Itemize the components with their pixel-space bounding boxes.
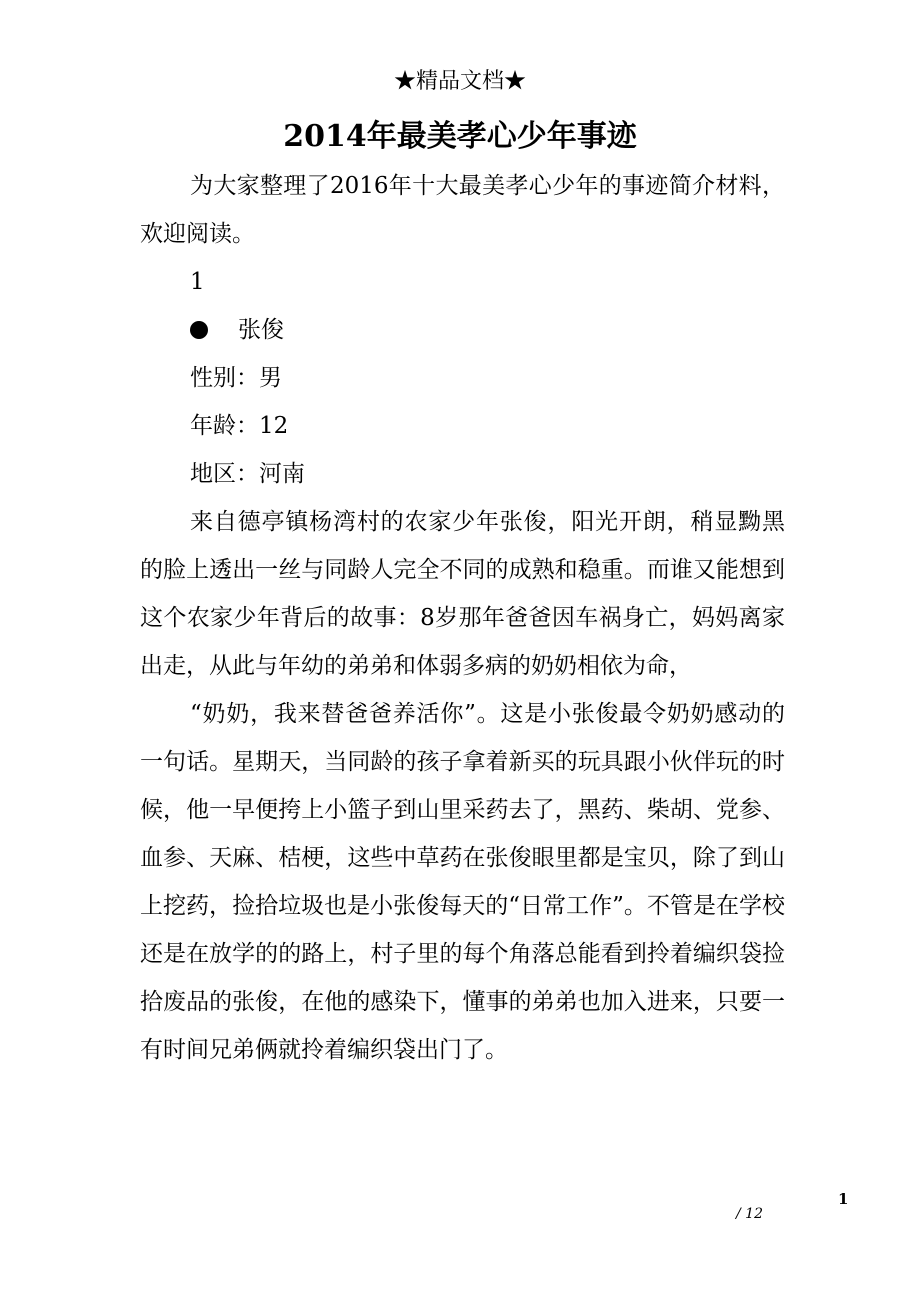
person-heading [140, 306, 785, 354]
page-total: / 12 [736, 1206, 763, 1222]
item-number: 1 [190, 269, 205, 295]
document-header: ★精品文档★ [393, 69, 526, 94]
document-title: 2014年最美孝心少年事迹 [283, 119, 637, 154]
region-line: 地区：河南 [190, 461, 305, 487]
document-body [140, 162, 785, 1074]
person-name: 张俊 [238, 317, 284, 343]
story-paragraph-2: “奶奶，我来替爸爸养活你”。这是小张俊最令奶奶感动的一句话。星期天，当同龄的孩子拿着新买的玩具跟小伙伴玩的时候，他一早便挎上小篮子到山里采药去了，黑药、柴胡、党参、血参、天麻、桔梗，这些中草药在张俊眼里都是宝贝，除了到山上挖药，捡拾垃圾也是小张俊每天的“日常工作”。不管是在学校还是在放学的的路上，村子里的每个角落总能看到拎着编织袋捡拾废品的张俊，在他的感染下，懂事的弟弟也加入进来，只要一有时间兄弟俩就拎着编织袋出门了。 [140, 701, 785, 1063]
age-line: 年龄：12 [190, 413, 289, 439]
intro-paragraph: 为大家整理了2016年十大最美孝心少年的事迹简介材料，欢迎阅读。 [140, 173, 785, 247]
page-number: 1 [838, 1190, 849, 1208]
bullet-icon [190, 321, 208, 339]
story-paragraph-1: 来自德亭镇杨湾村的农家少年张俊，阳光开朗，稍显黝黑的脸上透出一丝与同龄人完全不同的成熟和稳重。而谁又能想到这个农家少年背后的故事：8岁那年爸爸因车祸身亡，妈妈离家出走，从此与年幼的弟弟和体弱多病的奶奶相依为命， [140, 509, 785, 679]
gender-line: 性别：男 [190, 365, 282, 391]
